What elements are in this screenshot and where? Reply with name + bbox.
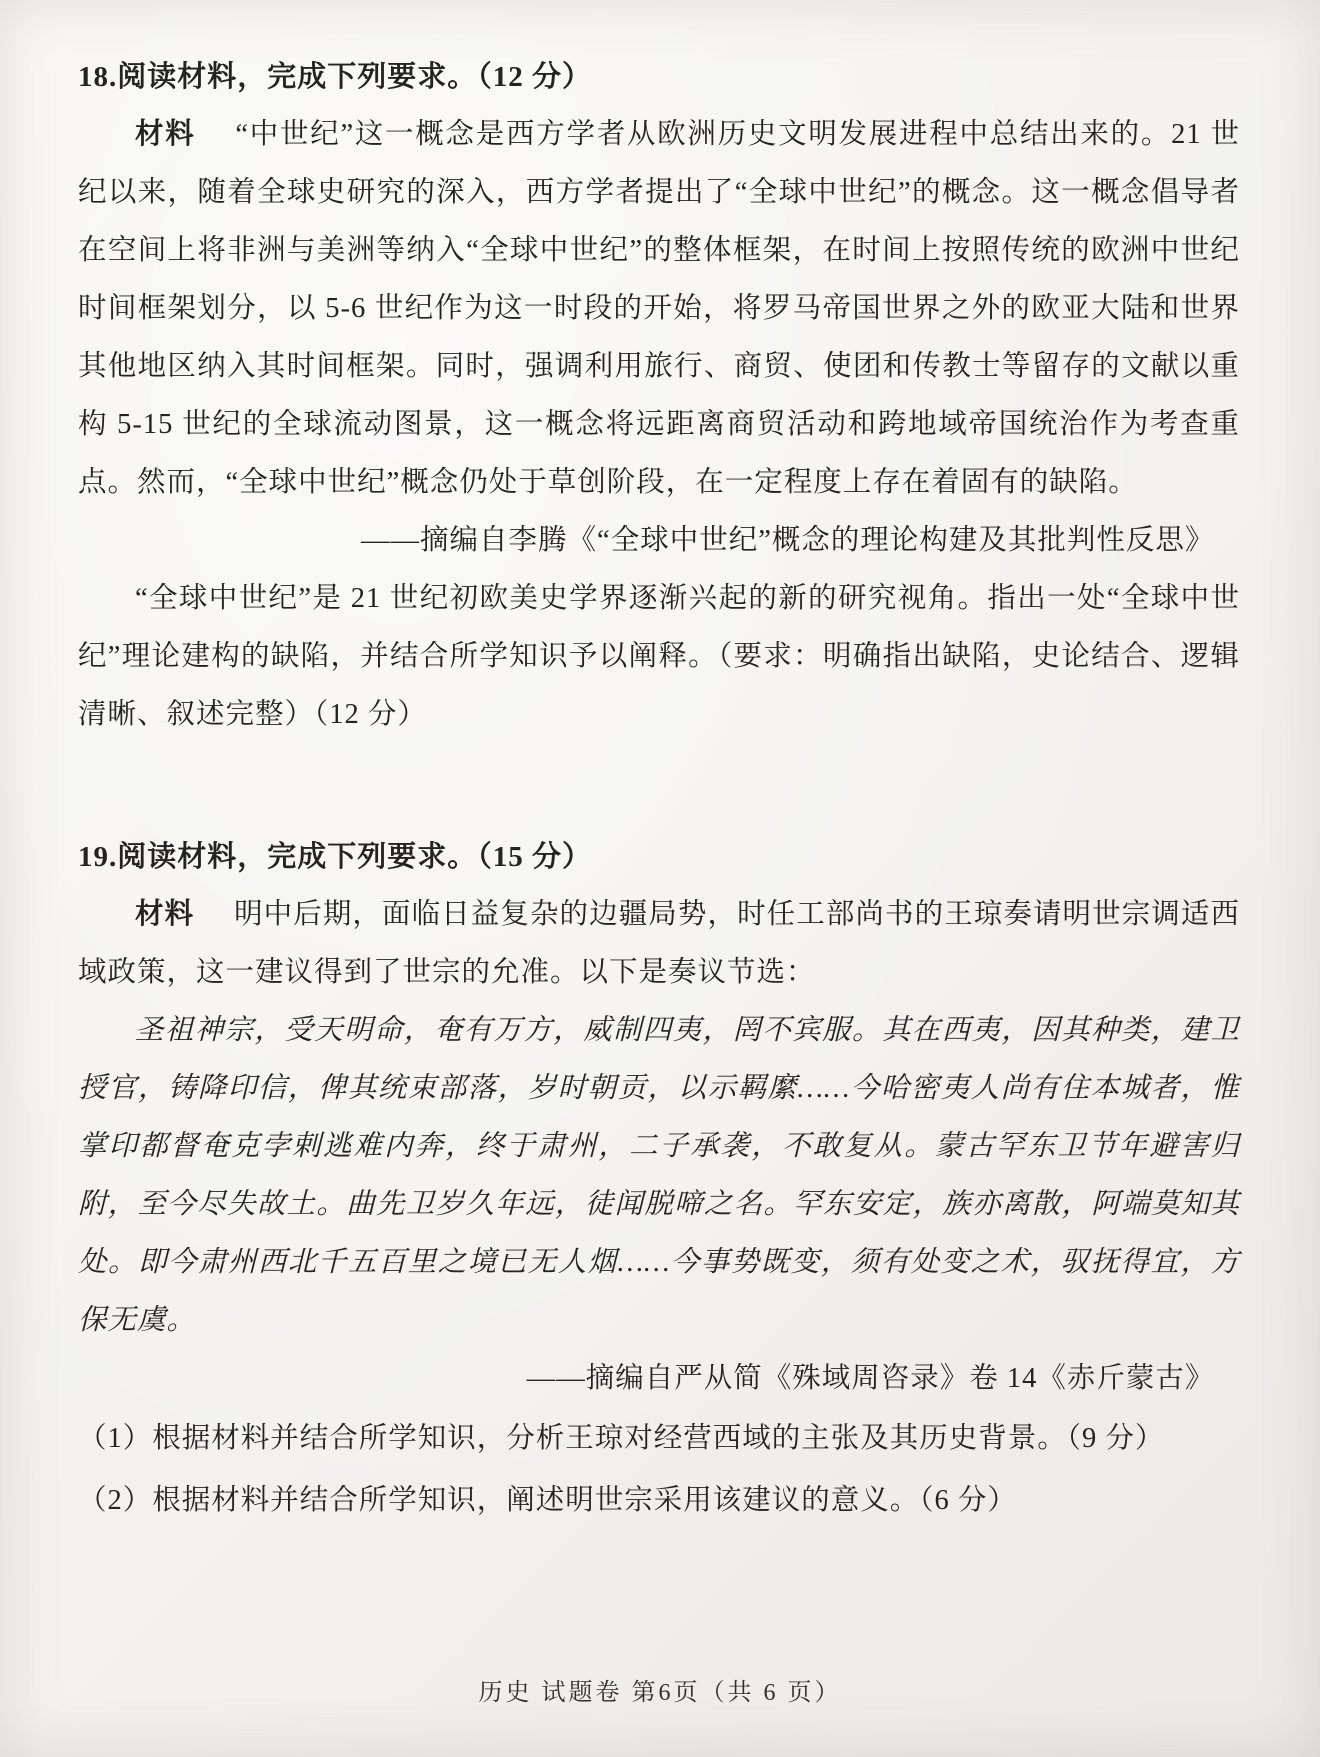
question-18-task: “全球中世纪”是 21 世纪初欧美史学界逐渐兴起的新的研究视角。指出一处“全球中世纪”理论建构的缺陷，并结合所学知识予以阐释。（要求：明确指出缺陷，史论结合、逻辑清晰、叙述完整）（12 分） — [78, 583, 1240, 730]
question-19-section — [78, 828, 1240, 1532]
question-18-section — [78, 48, 1240, 744]
question-19-source: ——摘编自严从简《殊域周咨录》卷 14《赤斤蒙古》 — [526, 1363, 1215, 1394]
question-19-material-intro: 明中后期，面临日益复杂的边疆局势，时任工部尚书的王琼奏请明世宗调适西域政策，这一建议得到了世宗的允准。以下是奏议节选： — [78, 899, 1240, 988]
question-18-material-text: “中世纪”这一概念是西方学者从欧洲历史文明发展进程中总结出来的。21 世纪以来，随着全球史研究的深入，西方学者提出了“全球中世纪”的概念。这一概念倡导者在空间上将非洲与美洲等纳入“全球中世纪”的整体框架，在时间上按照传统的欧洲中世纪时间框架划分，以 5-6 世纪作为这一时段的开始，将罗马帝国世界之外的欧亚大陆和世界其他地区纳入其时间框架。同时，强调利用旅行、商贸、使团和传教士等留存的文献以重构 5-15 世纪的全球流动图景，这一概念将远距离商贸活动和跨地域帝国统治作为考查重点。然而，“全球中世纪”概念仍处于草创阶段，在一定程度上存在着固有的缺陷。 — [78, 119, 1240, 498]
question-19-header: 19.阅读材料，完成下列要求。（15 分） — [78, 841, 593, 873]
question-18-material-label: 材料 — [135, 119, 196, 150]
page-footer: 历史 试题卷 第6页（共 6 页） — [478, 1680, 842, 1706]
question-18-header: 18.阅读材料，完成下列要求。（12 分） — [78, 61, 593, 93]
question-19-material — [78, 886, 1240, 1002]
question-19-sub-question-2: （2）根据材料并结合所学知识，阐述明世宗采用该建议的意义。（6 分） — [78, 1485, 1017, 1516]
question-19-sub-question-1: （1）根据材料并结合所学知识，分析王琼对经营西域的主张及其历史背景。（9 分） — [78, 1423, 1165, 1454]
question-19-quote: 圣祖神宗，受天明命，奄有万方，威制四夷，罔不宾服。其在西夷，因其种类，建卫授官，铸降印信，俾其统束部落，岁时朝贡，以示羁縻……今哈密夷人尚有住本城者，惟掌印都督奄克孛剌逃难内奔，终于肃州，二子承袭，不敢复从。蒙古罕东卫节年避害归附，至今尽失故土。曲先卫岁久年远，徒闻脱啼之名。罕东安定，族亦离散，阿端莫知其处。即今肃州西北千五百里之境已无人烟……今事势既变，须有处变之术，驭抚得宜，方保无虞。 — [78, 1015, 1240, 1336]
question-18-material — [78, 106, 1240, 512]
question-19-material-label: 材料 — [135, 899, 195, 930]
question-18-source: ——摘编自李腾《“全球中世纪”概念的理论构建及其批判性反思》 — [361, 525, 1215, 556]
